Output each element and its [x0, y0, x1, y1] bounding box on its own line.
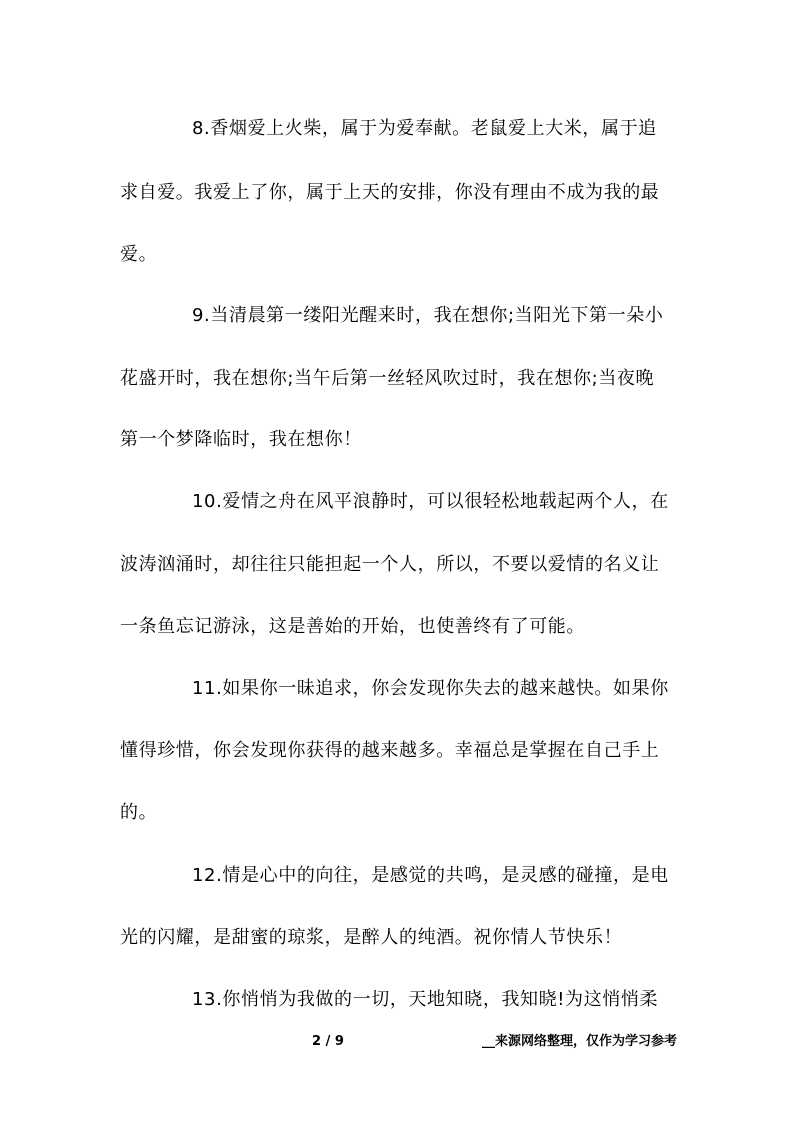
page-number: 2 / 9 [312, 1034, 344, 1049]
paragraph-12-line-2: 光的闪耀，是甜蜜的琼浆，是醉人的纯酒。祝你情人节快乐！ [120, 927, 623, 948]
paragraph-12-line-1: 12.情是心中的向往，是感觉的共鸣，是灵感的碰撞，是电 [192, 865, 669, 886]
paragraph-9-line-1: 9.当清晨第一缕阳光醒来时，我在想你;当阳光下第一朵小 [192, 305, 664, 326]
paragraph-11-line-2: 懂得珍惜，你会发现你获得的越来越多。幸福总是掌握在自己手上 [120, 740, 660, 761]
paragraph-10-line-1: 10.爱情之舟在风平浪静时，可以很轻松地载起两个人，在 [192, 491, 669, 512]
paragraph-9-line-3: 第一个梦降临时，我在想你！ [120, 429, 362, 450]
paragraph-11-line-1: 11.如果你一昧追求，你会发现你失去的越来越快。如果你 [192, 678, 669, 699]
paragraph-10-line-3: 一条鱼忘记游泳，这是善始的开始，也使善终有了可能。 [120, 616, 585, 637]
paragraph-13-line-1: 13.你悄悄为我做的一切，天地知晓，我知晓!为这悄悄柔 [192, 989, 659, 1010]
paragraph-10-line-2: 波涛汹涌时，却往往只能担起一个人，所以，不要以爱情的名义让 [120, 554, 660, 575]
paragraph-9-line-2: 花盛开时，我在想你;当午后第一丝轻风吹过时，我在想你;当夜晚 [120, 368, 655, 389]
paragraph-8-line-3: 爱。 [120, 244, 158, 265]
paragraph-8-line-2: 求自爱。我爱上了你，属于上天的安排，你没有理由不成为我的最 [120, 182, 660, 203]
source-note: __来源网络整理，仅作为学习参考 [482, 1034, 678, 1049]
paragraph-8-line-1: 8.香烟爱上火柴，属于为爱奉献。老鼠爱上大米，属于追 [192, 118, 657, 139]
paragraph-11-line-3: 的。 [120, 802, 158, 823]
